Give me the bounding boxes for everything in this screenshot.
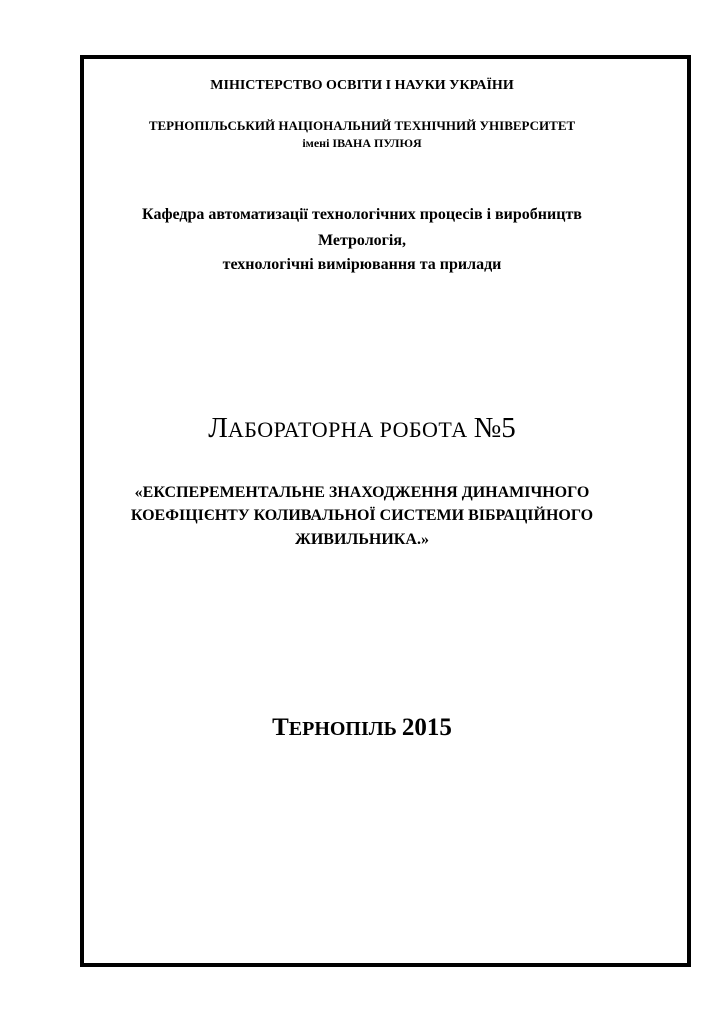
city-and-year (0, 714, 724, 742)
lab-work-title (0, 412, 724, 445)
university-named-after: імені ІВАНА ПУЛЮЯ (302, 136, 422, 150)
subject-line-2: технологічні вимірювання та прилади (222, 256, 502, 273)
city-rest: ЕРНОПІЛЬ (288, 718, 402, 740)
department-name: Кафедра автоматизації технологічних процесів і виробництв (142, 206, 582, 223)
title-rest: АБОРАТОРНА РОБОТА (227, 417, 474, 442)
subject-line-1: Метрологія, (317, 232, 407, 249)
university-name: ТЕРНОПІЛЬСЬКИЙ НАЦІОНАЛЬНИЙ ТЕХНІЧНИЙ УНІВЕРСИТЕТ (148, 118, 576, 133)
year: 2015 (401, 714, 452, 741)
topic-line-2: КОЕФІЦІЄНТУ КОЛИВАЛЬНОЇ СИСТЕМИ ВІБРАЦІЙНОГО (130, 507, 594, 524)
topic-line-3: ЖИВИЛЬНИКА.» (295, 531, 429, 548)
ministry-name: МІНІСТЕРСТВО ОСВІТИ І НАУКИ УКРАЇНИ (210, 78, 514, 93)
title-first-letter: Л (208, 412, 228, 444)
topic-line-1: «ЕКСПЕРЕМЕНТАЛЬНЕ ЗНАХОДЖЕННЯ ДИНАМІЧНОГО (134, 484, 590, 501)
title-number: №5 (473, 412, 516, 444)
city-first-letter: Т (272, 714, 289, 741)
